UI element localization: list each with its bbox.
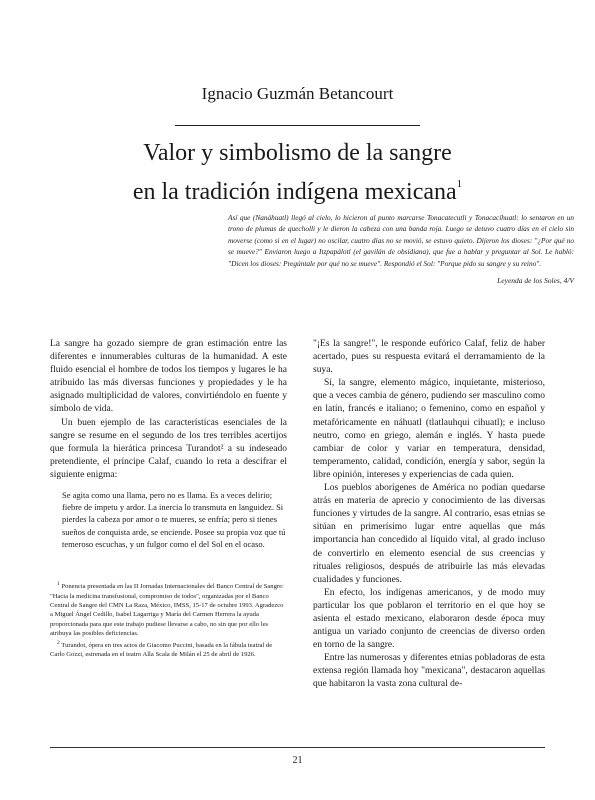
paragraph: En efecto, los indígenas americanos, y de modo muy particular los que poblaron el territorio en el que hoy se asienta el estado mexicano, elaboraron desde época muy antigua un variado conjunto de creencias de diverso orden en torno de la sangre. [313, 587, 545, 651]
paragraph: "¡Es la sangre!", le responde eufórico Calaf, feliz de haber acertado, pues su respuesta evitará el derramamiento de la suya. [313, 339, 545, 376]
right-column [313, 338, 545, 692]
title-line-2 [0, 169, 595, 208]
bottom-rule [50, 747, 545, 748]
footnote [50, 639, 287, 660]
title-rule [175, 125, 420, 126]
title-note-mark: 1 [456, 178, 463, 190]
author-name: Ignacio Guzmán Betancourt [201, 84, 394, 103]
paragraph: Los pueblos aborígenes de América no podían quedarse atrás en materia de aprecio y conocimiento de las diversas funciones y virtudes de la sangre. Al contrario, esas etnias se sitúan en primerísimo lugar entre aquellas que más importancia han concedido al líquido vital, al grado incluso de convertirlo en elemento esencial de sus creencias y rituales religiosos, después de atribuirle las más elevadas cualidades y funciones. [313, 483, 545, 585]
footnote-mark: 1 [57, 581, 60, 587]
block-quote: Se agita como una llama, pero no es llama. Es a veces delirio; fiebre de ímpetu y ardor. La inercia lo transmuta en languidez. Si pierdes la cabeza por amor o te mueres, se enfría; pero si tienes sueños de conquista arde, se enciende. Posee su propia voz que tú temeroso escuchas, y un fulgor como el del Sol en el ocaso. [62, 490, 286, 549]
page-number: 21 [292, 755, 303, 766]
paragraph: Sí, la sangre, elemento mágico, inquietante, misterioso, que a veces cambia de género, pudiendo ser masculino como en latín, francés e italiano; o femenino, como en español y metafóricamente en náhuatl (tlatlauhqui cihuatl); e incluso neutro, como en griego, alemán e inglés. Y hasta puede cambiar de color y variar en temperatura, densidad, temperamento, calidad, condición, energía y sabor, según la libre opinión, intereses y experiencias de cada quien. [313, 378, 545, 480]
epigraph: Así que (Nanáhuatl) llegó al cielo, lo hicieron al punto marcarse Tonacatecutli y Tonacacíhuatl: lo sentaron en un trono de plumas de quecholli y le dieron la cabeza con una banda roja. Luego se detuvo cuatro días en el cielo sin moverse (como si en el lugar) no oscilar, cuatro días no se movió, se estuvo quieto. Dijeron los dioses: "¿Por qué no se mueve?" Enviaron luego a Itzpapálotl (el gavilán de obsidiana), que fue a hablar y preguntar al Sol. Le habló: "Dicen los dioses: Pregúntale por qué no se mueve". Respondió el Sol: "Porque pido su sangre y su reino". [228, 213, 574, 268]
paragraph: La sangre ha gozado siempre de gran estimación entre las diferentes e innumerables culturas de la humanidad. A este fluido esencial el hombre de todos los tiempos y lugares le ha atribuido las más diversas funciones y propiedades y le ha asignado multiplicidad de valores, convirtiéndolo en fuente y símbolo de vida. [50, 339, 287, 415]
footnote [50, 580, 287, 639]
left-column [50, 338, 287, 550]
epigraph-source: Leyenda de los Soles, 4/V [497, 276, 574, 285]
footnote-mark: 2 [57, 639, 60, 646]
paragraph: Entre las numerosas y diferentes etnias pobladoras de esta extensa región llamada hoy "mexicana", destacaron aquellas que habitaron la vasta zona cultural de- [313, 653, 545, 690]
footnotes [50, 580, 287, 660]
footnote-text: Turandot, ópera en tres actos de Giacomo Puccini, basada en la fábula teatral de Carlo Gozzi, estrenada en el teatro Alla Scala de Milán el 25 de abril de 1926. [50, 641, 273, 659]
paragraph: Un buen ejemplo de las características esenciales de la sangre se resume en el segundo de los tres terribles acertijos que formula la hierática princesa Turandot² a su indeseado pretendiente, el príncipe Calaf, cuando lo reta a descifrar el siguiente enigma: [50, 417, 287, 480]
article-title [0, 138, 595, 208]
title-line-2-text: en la tradición indígena mexicana [132, 179, 457, 205]
title-line-1: Valor y simbolismo de la sangre [143, 140, 452, 166]
footnote-text: Ponencia presentada en las II Jornadas Internacionales del Banco Central de Sangre: "Hacia la medicina transfusional, compromiso de todos", organizadas por el Banco Central de Sangre del CMN La Raza, México, IMSS, 15-17 de octubre 1993. Agradezco a Miguel Ángel Cedillo, Isabel Lagarriga y María del Carmen Herrera la ayuda proporcionada para que este trabajo pudiese llevarse a cabo, no sin que por ello les atribuya las posibles deficiencias. [50, 583, 284, 638]
